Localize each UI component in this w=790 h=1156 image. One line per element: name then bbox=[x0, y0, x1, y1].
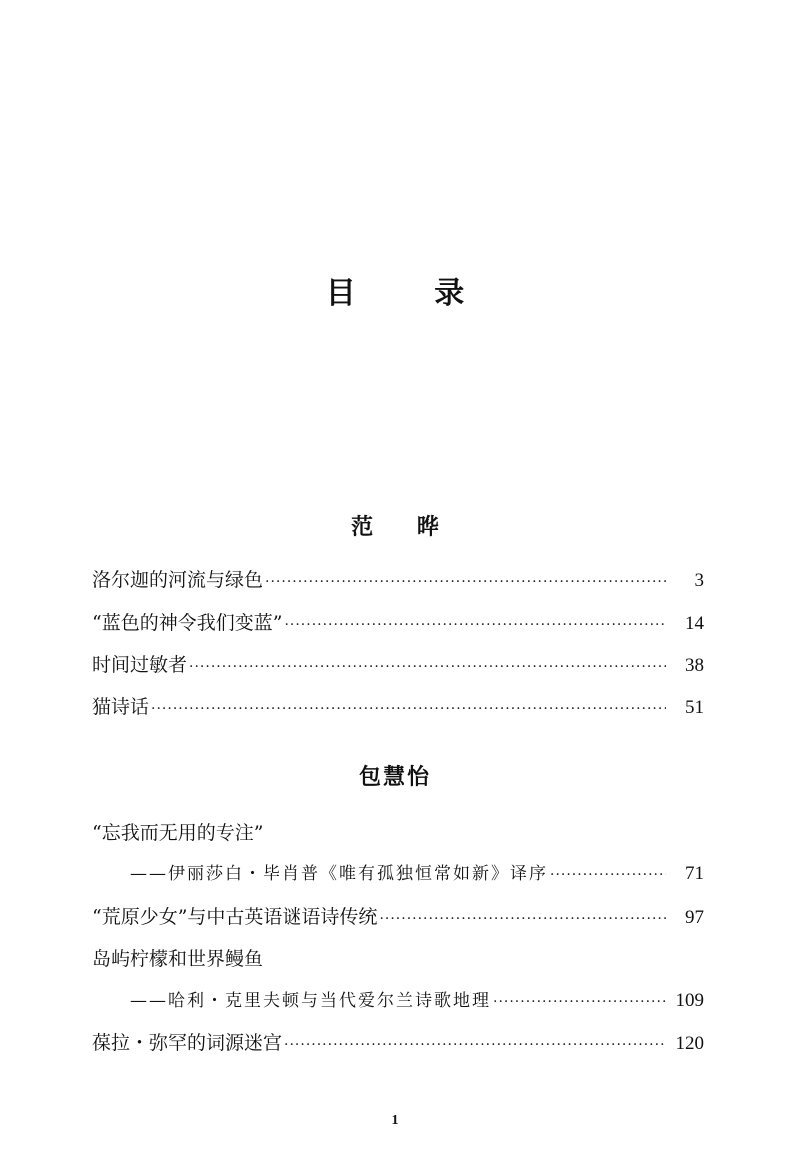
toc-leader-dots bbox=[284, 617, 666, 633]
toc-entry-page: 71 bbox=[685, 863, 704, 884]
toc-entry-title: 猫诗话 bbox=[92, 696, 150, 718]
toc-entry-title: 葆拉・弥罕的词源迷宫 bbox=[92, 1032, 283, 1054]
section-heading-author-1: 范 晔 bbox=[351, 515, 457, 540]
toc-entry-page: 38 bbox=[685, 655, 704, 676]
toc-entry[interactable] bbox=[92, 608, 704, 636]
toc-entry[interactable] bbox=[92, 565, 704, 593]
toc-entry-title: 洛尔迦的河流与绿色 bbox=[92, 569, 264, 591]
toc-entry[interactable] bbox=[92, 902, 704, 930]
toc-entry-page: 120 bbox=[675, 1033, 704, 1054]
toc-leader-dots bbox=[189, 659, 666, 675]
toc-entry-title: 时间过敏者 bbox=[92, 654, 188, 676]
toc-entry-title: “荒原少女”与中古英语谜语诗传统 bbox=[92, 906, 378, 928]
page-title: 目 录 bbox=[325, 276, 499, 311]
toc-leader-dots bbox=[151, 701, 666, 717]
toc-entry-subtitle: ——伊丽莎白・毕肖普《唯有孤独恒常如新》译序 bbox=[130, 864, 548, 884]
toc-entry-subtitle: ——哈利・克里夫顿与当代爱尔兰诗歌地理 bbox=[130, 991, 491, 1011]
toc-entry[interactable] bbox=[92, 1028, 704, 1056]
toc-entry-title: “蓝色的神令我们变蓝” bbox=[92, 612, 283, 634]
toc-entry[interactable] bbox=[92, 650, 704, 678]
toc-entry-page: 3 bbox=[694, 570, 704, 591]
toc-entry-page: 109 bbox=[675, 990, 704, 1011]
toc-leader-dots bbox=[493, 994, 666, 1010]
toc-entry-title[interactable]: “忘我而无用的专注” bbox=[92, 822, 264, 844]
section-heading-author-2: 包慧怡 bbox=[358, 765, 431, 790]
toc-entry-title[interactable]: 岛屿柠檬和世界鳗鱼 bbox=[92, 948, 264, 970]
toc-leader-dots bbox=[550, 867, 666, 883]
toc-entry-page: 97 bbox=[685, 907, 704, 928]
page-number: 1 bbox=[391, 1113, 399, 1128]
toc-entry-subtitle-line[interactable] bbox=[130, 986, 704, 1014]
toc-entry[interactable] bbox=[92, 692, 704, 720]
toc-leader-dots bbox=[379, 911, 666, 927]
toc-leader-dots bbox=[284, 1037, 666, 1053]
toc-entry-subtitle-line[interactable] bbox=[130, 859, 704, 887]
toc-leader-dots bbox=[265, 574, 666, 590]
toc-entry-page: 14 bbox=[685, 613, 704, 634]
toc-entry-page: 51 bbox=[685, 697, 704, 718]
